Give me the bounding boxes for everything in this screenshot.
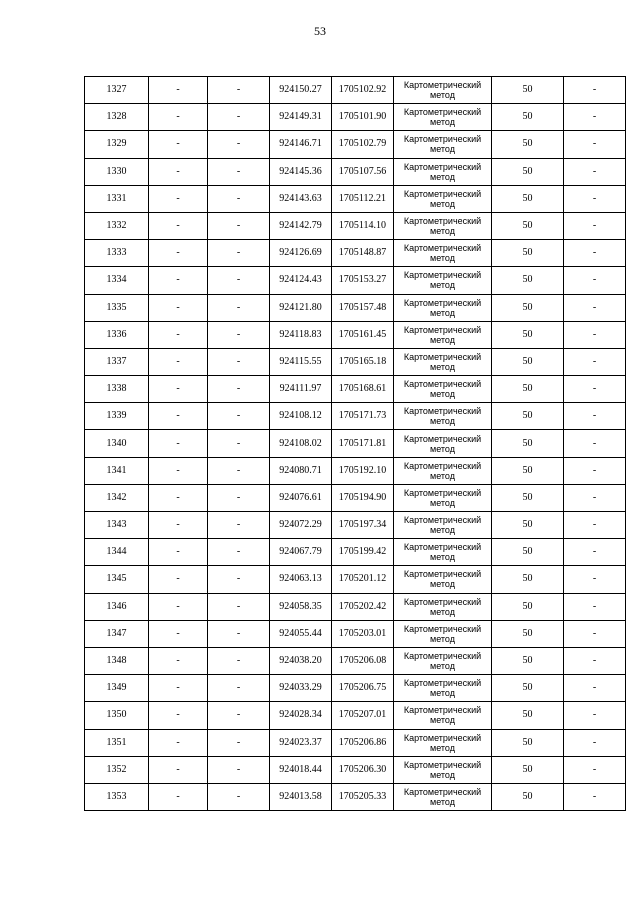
cell-y-coordinate: 1705202.42 bbox=[332, 593, 394, 620]
cell-y-coordinate: 1705194.90 bbox=[332, 484, 394, 511]
cell-accuracy: 50 bbox=[492, 321, 564, 348]
table-row bbox=[85, 675, 626, 702]
table-body bbox=[85, 77, 626, 811]
table-row bbox=[85, 430, 626, 457]
cell-accuracy: 50 bbox=[492, 348, 564, 375]
cell-accuracy: 50 bbox=[492, 675, 564, 702]
table-row bbox=[85, 457, 626, 484]
cell-x-coordinate: 924063.13 bbox=[270, 566, 332, 593]
cell-accuracy: 50 bbox=[492, 430, 564, 457]
cell-y-coordinate: 1705206.86 bbox=[332, 729, 394, 756]
cell-point-number: 1329 bbox=[85, 131, 149, 158]
cell-accuracy: 50 bbox=[492, 647, 564, 674]
cell-old-x: - bbox=[149, 756, 208, 783]
cell-method: Картометрический метод bbox=[394, 321, 492, 348]
cell-method: Картометрический метод bbox=[394, 185, 492, 212]
cell-x-coordinate: 924108.12 bbox=[270, 403, 332, 430]
cell-y-coordinate: 1705206.30 bbox=[332, 756, 394, 783]
cell-method: Картометрический метод bbox=[394, 702, 492, 729]
cell-description: - bbox=[564, 158, 626, 185]
cell-accuracy: 50 bbox=[492, 294, 564, 321]
cell-old-y: - bbox=[208, 702, 270, 729]
cell-y-coordinate: 1705207.01 bbox=[332, 702, 394, 729]
cell-x-coordinate: 924150.27 bbox=[270, 77, 332, 104]
cell-point-number: 1339 bbox=[85, 403, 149, 430]
cell-x-coordinate: 924076.61 bbox=[270, 484, 332, 511]
table-row bbox=[85, 593, 626, 620]
cell-x-coordinate: 924149.31 bbox=[270, 104, 332, 131]
cell-method: Картометрический метод bbox=[394, 240, 492, 267]
cell-point-number: 1334 bbox=[85, 267, 149, 294]
table-row bbox=[85, 77, 626, 104]
cell-y-coordinate: 1705157.48 bbox=[332, 294, 394, 321]
cell-accuracy: 50 bbox=[492, 512, 564, 539]
cell-method: Картометрический метод bbox=[394, 512, 492, 539]
cell-accuracy: 50 bbox=[492, 212, 564, 239]
cell-description: - bbox=[564, 240, 626, 267]
cell-x-coordinate: 924142.79 bbox=[270, 212, 332, 239]
cell-x-coordinate: 924013.58 bbox=[270, 783, 332, 810]
cell-x-coordinate: 924145.36 bbox=[270, 158, 332, 185]
cell-x-coordinate: 924118.83 bbox=[270, 321, 332, 348]
cell-old-x: - bbox=[149, 593, 208, 620]
cell-old-x: - bbox=[149, 675, 208, 702]
cell-method: Картометрический метод bbox=[394, 593, 492, 620]
cell-y-coordinate: 1705201.12 bbox=[332, 566, 394, 593]
cell-point-number: 1330 bbox=[85, 158, 149, 185]
cell-y-coordinate: 1705107.56 bbox=[332, 158, 394, 185]
table-row bbox=[85, 294, 626, 321]
cell-x-coordinate: 924121.80 bbox=[270, 294, 332, 321]
cell-x-coordinate: 924080.71 bbox=[270, 457, 332, 484]
cell-method: Картометрический метод bbox=[394, 77, 492, 104]
cell-old-y: - bbox=[208, 593, 270, 620]
cell-old-y: - bbox=[208, 212, 270, 239]
cell-point-number: 1332 bbox=[85, 212, 149, 239]
cell-old-x: - bbox=[149, 240, 208, 267]
cell-x-coordinate: 924058.35 bbox=[270, 593, 332, 620]
cell-point-number: 1343 bbox=[85, 512, 149, 539]
cell-point-number: 1337 bbox=[85, 348, 149, 375]
cell-x-coordinate: 924126.69 bbox=[270, 240, 332, 267]
cell-method: Картометрический метод bbox=[394, 348, 492, 375]
cell-point-number: 1347 bbox=[85, 620, 149, 647]
cell-accuracy: 50 bbox=[492, 403, 564, 430]
cell-description: - bbox=[564, 756, 626, 783]
cell-point-number: 1342 bbox=[85, 484, 149, 511]
cell-x-coordinate: 924072.29 bbox=[270, 512, 332, 539]
cell-old-x: - bbox=[149, 158, 208, 185]
cell-accuracy: 50 bbox=[492, 104, 564, 131]
cell-x-coordinate: 924055.44 bbox=[270, 620, 332, 647]
cell-accuracy: 50 bbox=[492, 376, 564, 403]
cell-method: Картометрический метод bbox=[394, 620, 492, 647]
cell-point-number: 1346 bbox=[85, 593, 149, 620]
cell-old-y: - bbox=[208, 647, 270, 674]
cell-description: - bbox=[564, 294, 626, 321]
cell-method: Картометрический метод bbox=[394, 783, 492, 810]
cell-description: - bbox=[564, 77, 626, 104]
cell-old-y: - bbox=[208, 566, 270, 593]
cell-description: - bbox=[564, 131, 626, 158]
cell-accuracy: 50 bbox=[492, 620, 564, 647]
cell-old-x: - bbox=[149, 403, 208, 430]
cell-point-number: 1340 bbox=[85, 430, 149, 457]
cell-point-number: 1341 bbox=[85, 457, 149, 484]
cell-y-coordinate: 1705192.10 bbox=[332, 457, 394, 484]
cell-old-y: - bbox=[208, 77, 270, 104]
cell-description: - bbox=[564, 675, 626, 702]
cell-y-coordinate: 1705197.34 bbox=[332, 512, 394, 539]
table-row bbox=[85, 131, 626, 158]
cell-description: - bbox=[564, 376, 626, 403]
cell-accuracy: 50 bbox=[492, 185, 564, 212]
cell-y-coordinate: 1705112.21 bbox=[332, 185, 394, 212]
table-row bbox=[85, 539, 626, 566]
cell-description: - bbox=[564, 512, 626, 539]
cell-y-coordinate: 1705199.42 bbox=[332, 539, 394, 566]
cell-method: Картометрический метод bbox=[394, 158, 492, 185]
cell-method: Картометрический метод bbox=[394, 104, 492, 131]
cell-point-number: 1328 bbox=[85, 104, 149, 131]
cell-old-y: - bbox=[208, 512, 270, 539]
cell-old-x: - bbox=[149, 185, 208, 212]
cell-y-coordinate: 1705171.81 bbox=[332, 430, 394, 457]
cell-y-coordinate: 1705101.90 bbox=[332, 104, 394, 131]
cell-method: Картометрический метод bbox=[394, 566, 492, 593]
cell-old-y: - bbox=[208, 348, 270, 375]
cell-x-coordinate: 924023.37 bbox=[270, 729, 332, 756]
cell-x-coordinate: 924115.55 bbox=[270, 348, 332, 375]
table-row bbox=[85, 702, 626, 729]
cell-description: - bbox=[564, 430, 626, 457]
table-row bbox=[85, 729, 626, 756]
cell-old-x: - bbox=[149, 702, 208, 729]
cell-point-number: 1351 bbox=[85, 729, 149, 756]
table-row bbox=[85, 321, 626, 348]
coordinates-table bbox=[84, 76, 626, 811]
cell-description: - bbox=[564, 348, 626, 375]
cell-point-number: 1327 bbox=[85, 77, 149, 104]
cell-old-y: - bbox=[208, 321, 270, 348]
cell-method: Картометрический метод bbox=[394, 675, 492, 702]
cell-old-y: - bbox=[208, 539, 270, 566]
cell-x-coordinate: 924028.34 bbox=[270, 702, 332, 729]
cell-description: - bbox=[564, 104, 626, 131]
cell-description: - bbox=[564, 267, 626, 294]
cell-point-number: 1331 bbox=[85, 185, 149, 212]
cell-description: - bbox=[564, 783, 626, 810]
cell-method: Картометрический метод bbox=[394, 376, 492, 403]
table-row bbox=[85, 267, 626, 294]
cell-accuracy: 50 bbox=[492, 702, 564, 729]
table-row bbox=[85, 566, 626, 593]
cell-old-x: - bbox=[149, 104, 208, 131]
cell-old-y: - bbox=[208, 756, 270, 783]
cell-x-coordinate: 924143.63 bbox=[270, 185, 332, 212]
cell-old-x: - bbox=[149, 566, 208, 593]
cell-accuracy: 50 bbox=[492, 484, 564, 511]
cell-y-coordinate: 1705205.33 bbox=[332, 783, 394, 810]
cell-description: - bbox=[564, 484, 626, 511]
cell-old-x: - bbox=[149, 212, 208, 239]
cell-old-x: - bbox=[149, 77, 208, 104]
cell-old-x: - bbox=[149, 457, 208, 484]
cell-old-y: - bbox=[208, 457, 270, 484]
cell-old-y: - bbox=[208, 430, 270, 457]
table-row bbox=[85, 158, 626, 185]
cell-point-number: 1344 bbox=[85, 539, 149, 566]
cell-point-number: 1345 bbox=[85, 566, 149, 593]
cell-old-y: - bbox=[208, 783, 270, 810]
cell-accuracy: 50 bbox=[492, 158, 564, 185]
cell-y-coordinate: 1705171.73 bbox=[332, 403, 394, 430]
cell-old-x: - bbox=[149, 348, 208, 375]
cell-description: - bbox=[564, 212, 626, 239]
cell-old-x: - bbox=[149, 430, 208, 457]
cell-x-coordinate: 924146.71 bbox=[270, 131, 332, 158]
cell-old-x: - bbox=[149, 321, 208, 348]
cell-method: Картометрический метод bbox=[394, 457, 492, 484]
table-row bbox=[85, 756, 626, 783]
cell-y-coordinate: 1705165.18 bbox=[332, 348, 394, 375]
cell-old-y: - bbox=[208, 294, 270, 321]
cell-accuracy: 50 bbox=[492, 756, 564, 783]
cell-old-y: - bbox=[208, 240, 270, 267]
cell-accuracy: 50 bbox=[492, 593, 564, 620]
cell-old-y: - bbox=[208, 158, 270, 185]
cell-point-number: 1336 bbox=[85, 321, 149, 348]
cell-description: - bbox=[564, 539, 626, 566]
cell-method: Картометрический метод bbox=[394, 756, 492, 783]
cell-old-y: - bbox=[208, 403, 270, 430]
cell-old-y: - bbox=[208, 729, 270, 756]
cell-accuracy: 50 bbox=[492, 457, 564, 484]
cell-accuracy: 50 bbox=[492, 131, 564, 158]
cell-accuracy: 50 bbox=[492, 783, 564, 810]
cell-old-y: - bbox=[208, 131, 270, 158]
table-row bbox=[85, 647, 626, 674]
cell-point-number: 1333 bbox=[85, 240, 149, 267]
cell-y-coordinate: 1705153.27 bbox=[332, 267, 394, 294]
cell-accuracy: 50 bbox=[492, 729, 564, 756]
table-row bbox=[85, 376, 626, 403]
cell-point-number: 1338 bbox=[85, 376, 149, 403]
cell-method: Картометрический метод bbox=[394, 484, 492, 511]
table-row bbox=[85, 348, 626, 375]
cell-old-x: - bbox=[149, 294, 208, 321]
cell-description: - bbox=[564, 321, 626, 348]
cell-description: - bbox=[564, 647, 626, 674]
cell-old-x: - bbox=[149, 539, 208, 566]
cell-point-number: 1353 bbox=[85, 783, 149, 810]
cell-point-number: 1335 bbox=[85, 294, 149, 321]
cell-old-x: - bbox=[149, 620, 208, 647]
cell-y-coordinate: 1705102.79 bbox=[332, 131, 394, 158]
cell-old-x: - bbox=[149, 131, 208, 158]
cell-old-y: - bbox=[208, 267, 270, 294]
cell-old-y: - bbox=[208, 484, 270, 511]
cell-y-coordinate: 1705148.87 bbox=[332, 240, 394, 267]
cell-old-y: - bbox=[208, 620, 270, 647]
cell-point-number: 1348 bbox=[85, 647, 149, 674]
table-row bbox=[85, 484, 626, 511]
cell-old-x: - bbox=[149, 484, 208, 511]
cell-old-y: - bbox=[208, 675, 270, 702]
cell-old-x: - bbox=[149, 783, 208, 810]
cell-description: - bbox=[564, 566, 626, 593]
cell-y-coordinate: 1705114.10 bbox=[332, 212, 394, 239]
cell-y-coordinate: 1705206.08 bbox=[332, 647, 394, 674]
cell-description: - bbox=[564, 593, 626, 620]
table-row bbox=[85, 240, 626, 267]
cell-description: - bbox=[564, 702, 626, 729]
cell-accuracy: 50 bbox=[492, 566, 564, 593]
cell-old-y: - bbox=[208, 185, 270, 212]
page-number: 53 bbox=[314, 24, 326, 38]
table-row bbox=[85, 185, 626, 212]
cell-method: Картометрический метод bbox=[394, 294, 492, 321]
cell-y-coordinate: 1705102.92 bbox=[332, 77, 394, 104]
cell-accuracy: 50 bbox=[492, 539, 564, 566]
cell-x-coordinate: 924033.29 bbox=[270, 675, 332, 702]
cell-method: Картометрический метод bbox=[394, 647, 492, 674]
cell-x-coordinate: 924124.43 bbox=[270, 267, 332, 294]
cell-old-y: - bbox=[208, 376, 270, 403]
cell-y-coordinate: 1705161.45 bbox=[332, 321, 394, 348]
table-row bbox=[85, 512, 626, 539]
cell-description: - bbox=[564, 457, 626, 484]
cell-x-coordinate: 924038.20 bbox=[270, 647, 332, 674]
cell-accuracy: 50 bbox=[492, 77, 564, 104]
cell-description: - bbox=[564, 185, 626, 212]
cell-old-y: - bbox=[208, 104, 270, 131]
cell-accuracy: 50 bbox=[492, 240, 564, 267]
cell-y-coordinate: 1705168.61 bbox=[332, 376, 394, 403]
cell-point-number: 1350 bbox=[85, 702, 149, 729]
cell-point-number: 1352 bbox=[85, 756, 149, 783]
cell-y-coordinate: 1705206.75 bbox=[332, 675, 394, 702]
cell-old-x: - bbox=[149, 647, 208, 674]
cell-old-x: - bbox=[149, 512, 208, 539]
cell-point-number: 1349 bbox=[85, 675, 149, 702]
cell-old-x: - bbox=[149, 267, 208, 294]
cell-description: - bbox=[564, 403, 626, 430]
cell-method: Картометрический метод bbox=[394, 212, 492, 239]
table-row bbox=[85, 212, 626, 239]
cell-description: - bbox=[564, 620, 626, 647]
cell-x-coordinate: 924067.79 bbox=[270, 539, 332, 566]
cell-x-coordinate: 924108.02 bbox=[270, 430, 332, 457]
cell-method: Картометрический метод bbox=[394, 131, 492, 158]
cell-x-coordinate: 924111.97 bbox=[270, 376, 332, 403]
cell-method: Картометрический метод bbox=[394, 539, 492, 566]
table-row bbox=[85, 104, 626, 131]
cell-method: Картометрический метод bbox=[394, 267, 492, 294]
cell-old-x: - bbox=[149, 376, 208, 403]
table-row bbox=[85, 783, 626, 810]
cell-method: Картометрический метод bbox=[394, 430, 492, 457]
cell-method: Картометрический метод bbox=[394, 403, 492, 430]
cell-old-x: - bbox=[149, 729, 208, 756]
cell-accuracy: 50 bbox=[492, 267, 564, 294]
cell-description: - bbox=[564, 729, 626, 756]
cell-y-coordinate: 1705203.01 bbox=[332, 620, 394, 647]
table-row bbox=[85, 403, 626, 430]
cell-x-coordinate: 924018.44 bbox=[270, 756, 332, 783]
cell-method: Картометрический метод bbox=[394, 729, 492, 756]
table-row bbox=[85, 620, 626, 647]
